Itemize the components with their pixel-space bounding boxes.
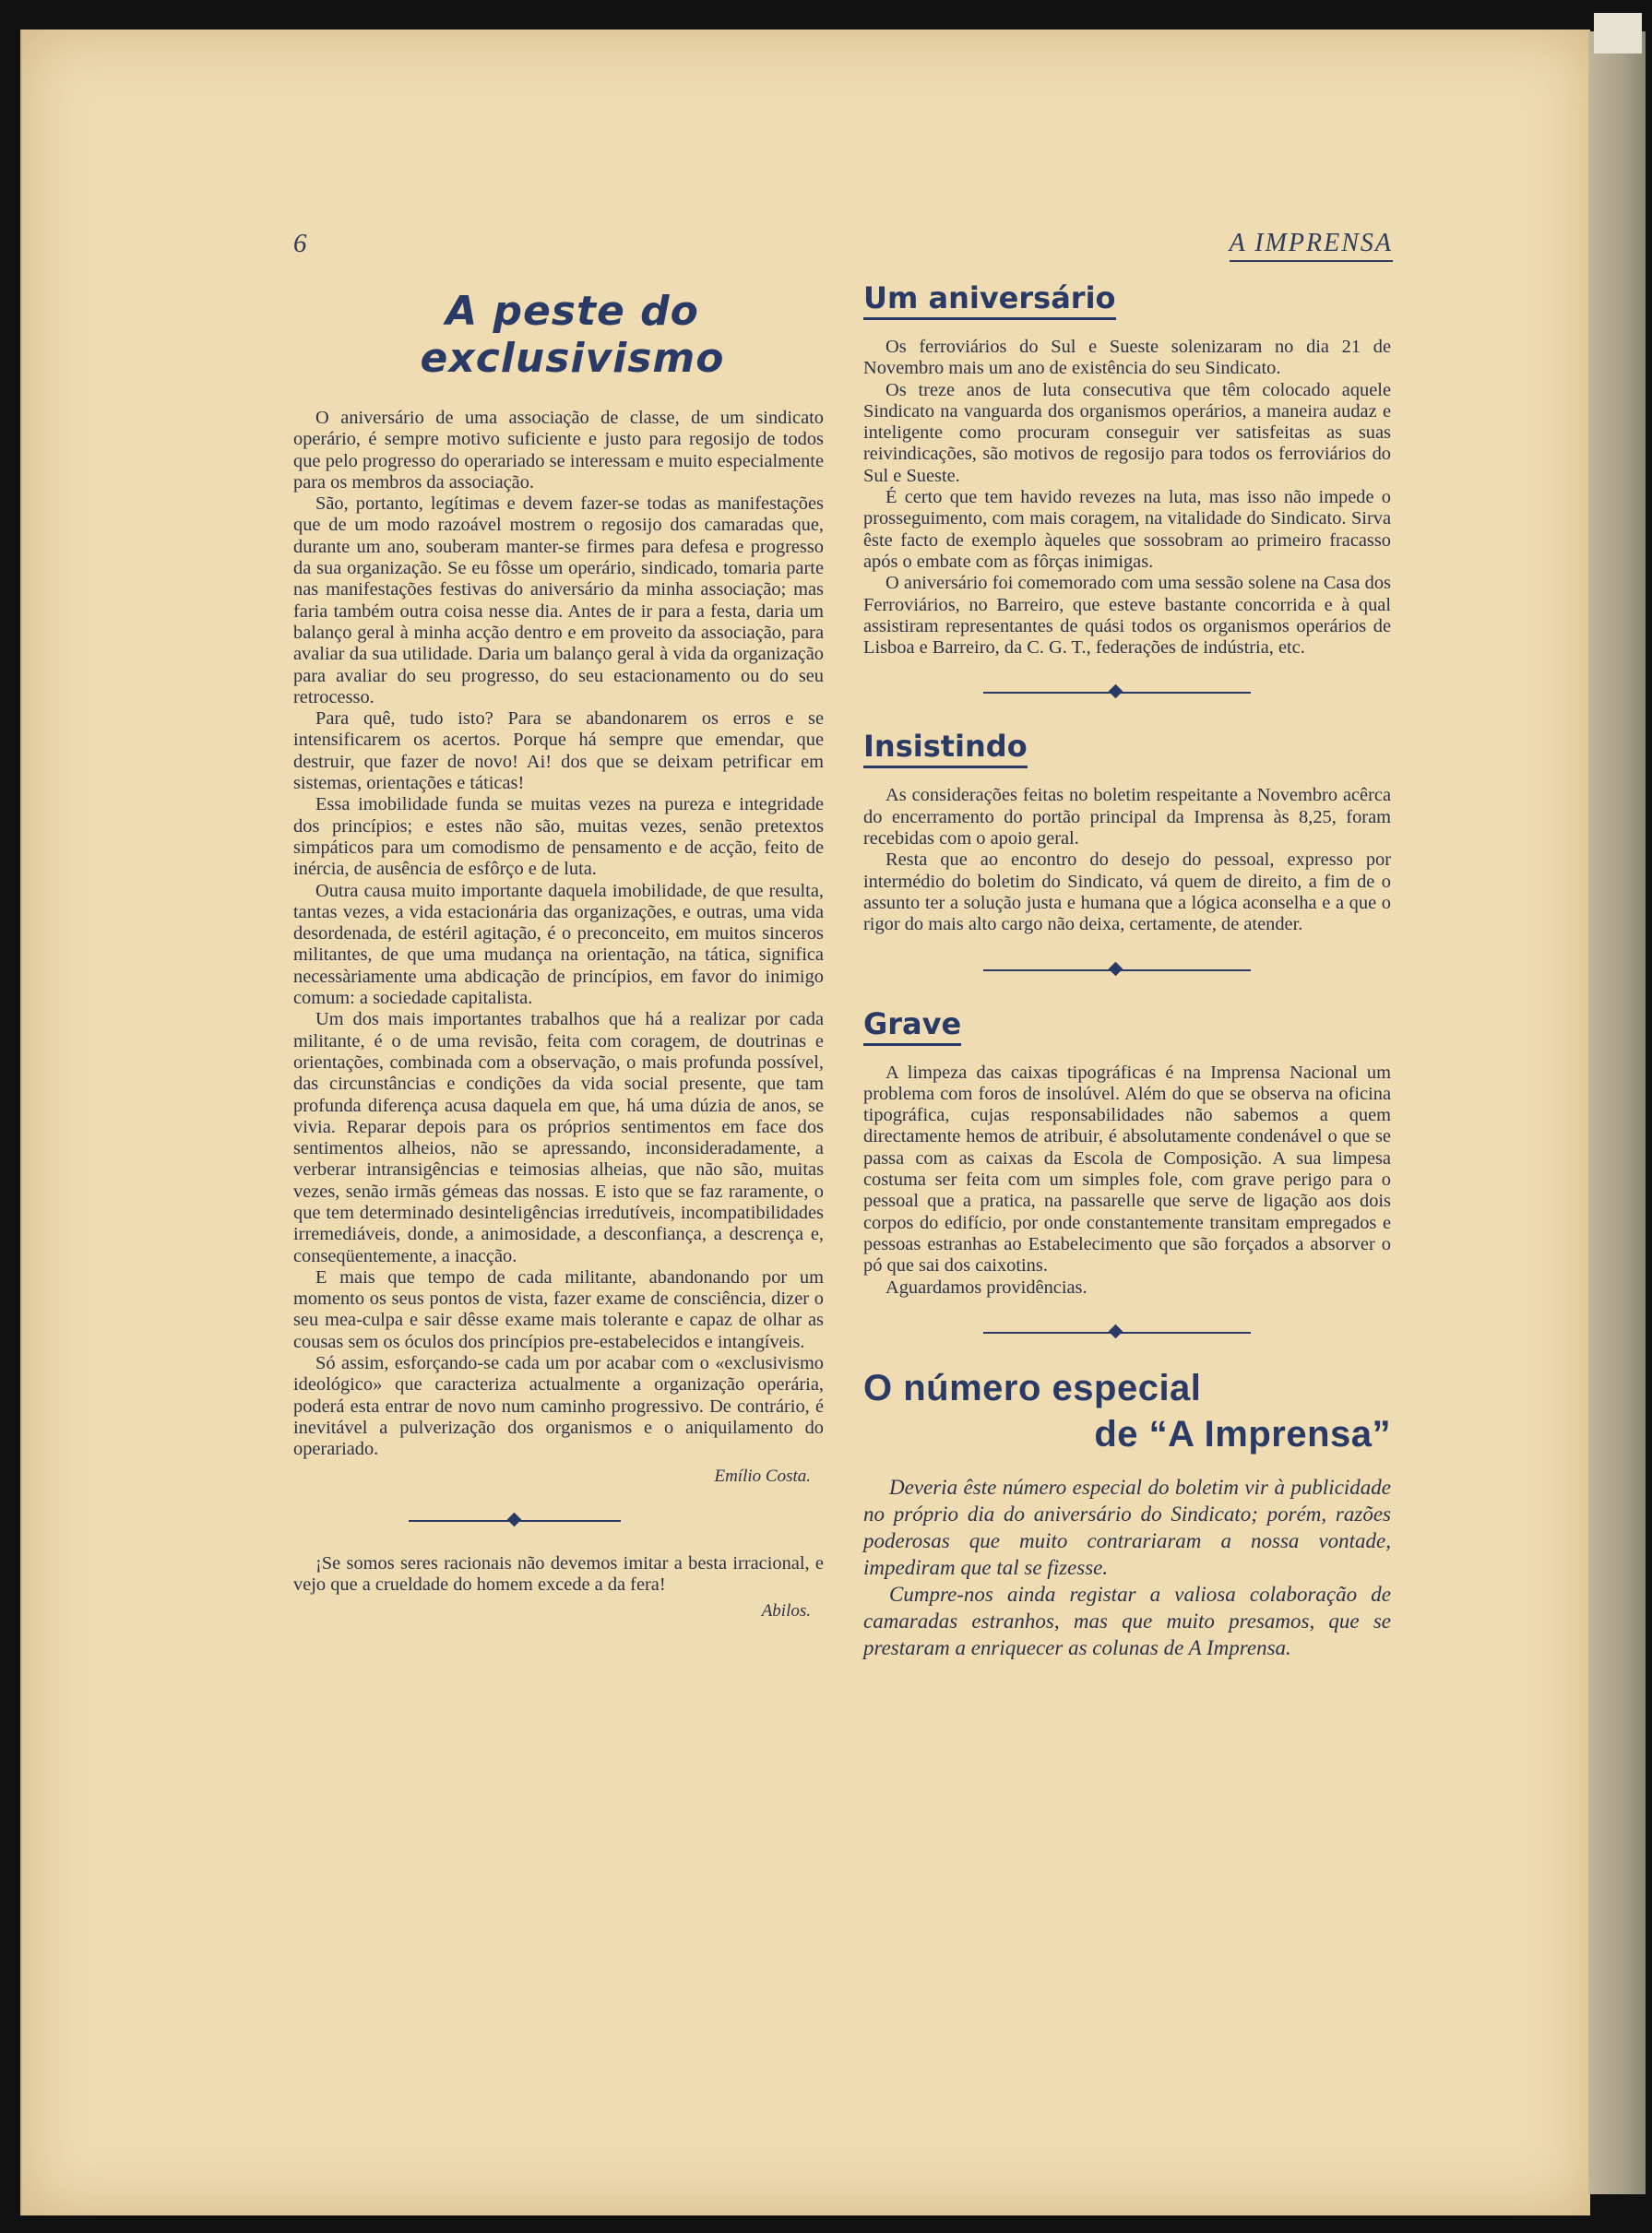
paragraph: O aniversário de uma associação de classe, de um sindicato operário, é sempre motivo suficiente e justo para regosijo de todos que pelo progresso do operariado se interessam e muito especialmente para os membros da associação. [293, 408, 824, 493]
paragraph: O aniversário foi comemorado com uma sessão solene na Casa dos Ferroviários, no Barreiro, que esteve bastante concorrida e à qual assistiram representantes de quási todos os organismos operários de Lisboa e Barreiro, da C. G. T., federações de indústria, etc. [863, 573, 1391, 659]
article-body-numero-especial [863, 1474, 1391, 1661]
paragraph: As considerações feitas no boletim respeitante a Novembro acêrca do encerramento do portão principal da Imprensa às 8,25, foram recebidas com o apoio geral. [863, 785, 1391, 849]
page-header [293, 229, 1393, 256]
article-title-aniversario: Um aniversário [863, 280, 1116, 320]
article-signature: Emílio Costa. [714, 1466, 811, 1486]
article-title-exclusivismo: A peste do exclusivismo [420, 288, 725, 382]
paragraph: E mais que tempo de cada militante, abandonando por um momento os seus pontos de vista, fazer exame de consciência, dizer o seu mea-culpa e sair dêsse exame mais tolerante e capaz de olhar as cousas sem os óculos dos princípios pre-estabelecidos e intangíveis. [293, 1266, 824, 1352]
article-title-grave: Grave [863, 1006, 961, 1046]
quote-signature: Abilos. [761, 1601, 811, 1621]
section-divider [863, 681, 1391, 705]
article-title-numero-especial [863, 1365, 1391, 1457]
section-divider [863, 958, 1391, 982]
divider-diamond-icon [1109, 684, 1123, 699]
page-number: 6 [293, 229, 307, 258]
divider-diamond-icon [507, 1512, 522, 1526]
paragraph: A limpeza das caixas tipográficas é na Imprensa Nacional um problema com foros de insolúvel. Além do que se observa na oficina tipográfica, cujas responsabilidades não sabemos a quem directamente hemos de atribuir, é absolutamente condenável o que se passa com as caixas da Escola de Composição. A sua limpesa costuma ser feita com um simples fole, com grave perigo para o pessoal que a pratica, na passarelle que serve de ligação aos dois corpos do edifício, por onde constantemente transitam empregados e pessoas estranhas ao Estabelecimento que são forçados a absorver o pó que sai dos caixotins. [863, 1062, 1391, 1277]
paragraph: É certo que tem havido revezes na luta, mas isso não impede o prosseguimento, com mais coragem, na vitalidade do Sindicato. Sirva êste facto de exemplo àqueles que sossobram ao primeiro fracasso após o embate com as fôrças inimigas. [863, 487, 1391, 572]
paragraph: Só assim, esforçando-se cada um por acabar com o «exclusivismo ideológico» que caracteriza actualmente a organização operária, poderá esta entrar de novo num caminho progressivo. De contrário, é inevitável a pulverização dos organismos e o aniquilamento do operariado. [293, 1353, 824, 1460]
paragraph: Para quê, tudo isto? Para se abandonarem os erros e se intensificarem os acertos. Porque há sempre que emendar, que destruir, que fazer de novo! Ai! dos que se deixam petrificar em sistemas, orientações e táticas! [293, 708, 824, 794]
paragraph: Aguardamos providências. [885, 1277, 1087, 1298]
paragraph: Essa imobilidade funda se muitas vezes na pureza e integridade dos princípios; e estes não são, muitas vezes, senão pretextos simpáticos para um comodismo de pensamento e de acção, feito de inércia, de ausência de esfôrço e de luta. [293, 794, 824, 880]
paragraph: Os treze anos de luta consecutiva que têm colocado aquele Sindicato na vanguarda dos organismos operários, a maneira audaz e inteligente como procuram conseguir ver satisfeitas as suas reivindicações, são motivos de regosijo para todos os ferroviários do Sul e Sueste. [863, 379, 1391, 486]
paragraph: Outra causa muito importante daquela imobilidade, de que resulta, tantas vezes, a vida estacionária das organizações, e outras, uma vida desordenada, de estéril agitação, é o preconceito, em muitos sinceros militantes, de que uma mudança na orientação, na tática, significa necessàriamente uma abdicação de princípios, em favor do inimigo comum: a sociedade capitalista. [293, 880, 824, 1009]
article-title-insistindo: Insistindo [863, 729, 1028, 768]
paragraph: Um dos mais importantes trabalhos que há a realizar por cada militante, é o de uma revisão, feita com coragem, de doutrinas e orientações, combinada com a observação, o mais profunda possível, das circunstâncias e condições da vida social presente, que tam profunda diferença acusa daquela em que, há uma dúzia de anos, se vivia. Reparar depois para os próprios sentimentos em face dos sentimentos alheios, não se apressando, inconsideradamente, a verberar intransigências e teimosias alheias, que não são, muitas vezes, senão irmãs gémeas das nossas. E isto que se faz raramente, o que tem determinado desinteligências irredutíveis, incompatibilidades irremediáveis, donde, a animosidade, a desconfiança, a descrença e, conseqüentemente, a inacção. [293, 1009, 824, 1266]
page-edge [1588, 31, 1646, 2194]
quote-text: ¡Se somos seres racionais não devemos imitar a besta irracional, e vejo que a crueldade do homem excede a da fera! [293, 1552, 824, 1595]
title-line-1: O número especial [863, 1367, 1202, 1408]
paragraph: Resta que ao encontro do desejo do pessoal, expresso por intermédio do boletim do Sindicato, vá quem de direito, a fim de o assunto ter a solução justa e humana que a lógica aconselha e a que o rigor do mais alto cargo não deixa, certamente, de atender. [863, 849, 1391, 935]
paragraph: Os ferroviários do Sul e Sueste solenizaram no dia 21 de Novembro mais um ano de existência do seu Sindicato. [863, 337, 1391, 379]
article-body-grave [863, 1063, 1391, 1299]
divider-diamond-icon [1109, 961, 1123, 976]
divider-diamond-icon [1109, 1324, 1123, 1339]
section-divider [863, 1321, 1391, 1345]
article-body-exclusivismo [293, 408, 824, 1461]
right-column [863, 277, 1391, 1661]
left-column [293, 277, 824, 1621]
section-divider [293, 1509, 824, 1533]
paragraph: Cumpre-nos ainda registar a valiosa colaboração de camaradas estranhos, mas que muito presamos, que se prestaram a enriquecer as colunas de A Imprensa. [863, 1582, 1391, 1659]
title-line-2: de “A Imprensa” [1094, 1413, 1391, 1455]
article-body-aniversario [863, 337, 1391, 659]
article-body-insistindo [863, 785, 1391, 935]
paragraph: Deveria êste número especial do boletim vir à publicidade no próprio dia do aniversário do Sindicato; porém, razões poderosas que muito contrariaram a nossa vontade, impediram que tal se fizesse. [863, 1475, 1391, 1579]
corner-mark [1594, 13, 1642, 53]
publication-title: A IMPRENSA [1230, 229, 1393, 262]
paragraph: São, portanto, legítimas e devem fazer-se todas as manifestações que de um modo razoável mostrem o regosijo dos camaradas que, durante um ano, souberam manter-se firmes para defesa e progresso da sua organização. Se eu fôsse um operário, sindicado, tomaria parte nas manifestações festivas do aniversário da minha associação; mas faria também outra coisa nesse dia. Antes de ir para a festa, daria um balanço geral à minha acção dentro e em proveito da associação, para avaliar da sua utilidade. Daria um balanço geral à vida da organização para avaliar do seu progresso, do seu estacionamento ou do seu retrocesso. [293, 493, 824, 707]
